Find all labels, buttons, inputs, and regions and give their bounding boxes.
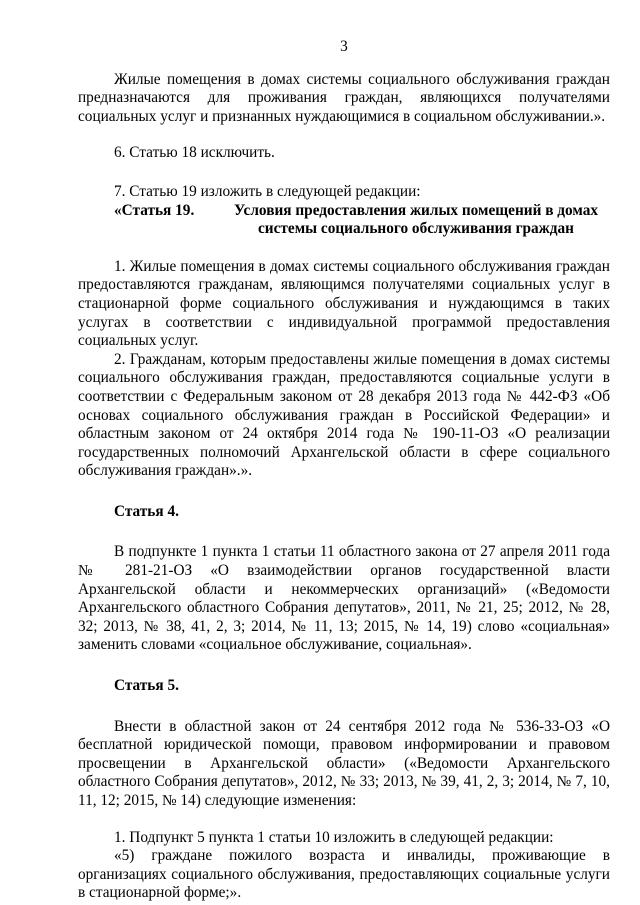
article-19-label: «Статья 19. [114,201,195,219]
page-number: 3 [340,38,348,55]
article-5-text: Внести в областной закон от 24 сентября 2012 года № 536-33-ОЗ «О бесплатной юридической помощи, правовом информировании и правовом просвещении в Архангельской области» («Ведомости Архангельского областного Собрания депутатов», 2012, № 33; 2013, № 39, 41, 2, 3; 2014, № 7, 10, 11, 12; 2015, № 14) следующие изменения: [78,717,610,809]
article-5-item-1: 1. Подпункт 5 пункта 1 статьи 10 изложить в следующей редакции: [114,828,554,846]
article-19-item-2: 2. Гражданам, которым предоставлены жилые помещения в домах системы социального обслуживания граждан, предоставляются социальные услуги в соответствии с Федеральным законом от 28 декабря 2013 года № 442-ФЗ «Об основах социального обслуживания граждан в Российской Федерации» и областным законом от 24 октября 2014 года № 190-11-ОЗ «О реализации государственных полномочий Архангельской области в сфере социального обслуживания граждан».». [78,350,610,480]
article-19-title: Условия предоставления жилых помещений в домах системы социального обслуживания граждан [233,201,599,238]
paragraph-article-19-intro: 7. Статью 19 изложить в следующей редакции: [114,182,421,200]
paragraph-article-18-exclude: 6. Статью 18 исключить. [114,144,275,162]
paragraph-living-premises: Жилые помещения в домах системы социального обслуживания граждан предназначаются для проживания граждан, являющихся получателями социальных услуг и признанных нуждающимися в социальном обслуживании.». [78,70,610,125]
article-19-heading [78,202,610,239]
article-5-heading: Статья 5. [114,677,179,695]
document-page [78,38,610,903]
article-19-item-1: 1. Жилые помещения в домах системы социального обслуживания граждан предоставляются гражданам, являющимся получателями социальных услуг в стационарной форме социального обслуживания и нуждающимся в таких услугах в соответствии с индивидуальной программой предоставления социальных услуг. [78,257,610,350]
article-4-text: В подпункте 1 пункта 1 статьи 11 областного закона от 27 апреля 2011 года № 281-21-ОЗ «О взаимодействии органов государственной власти Архангельской области и некоммерческих организаций» («Ведомости Архангельского областного Собрания депутатов», 2011, № 21, 25; 2012, № 28, 32; 2013, № 38, 41, 2, 3; 2014, № 11, 13; 2015, № 14, 19) слово «социальная» заменить словами «социальное обслуживание, социальная». [78,543,610,654]
article-4-heading: Статья 4. [114,502,179,520]
article-5-item-1-text: «5) граждане пожилого возраста и инвалиды, проживающие в организациях социального обслуживания, предоставляющих социальные услуги в стационарной форме;». [78,847,610,902]
